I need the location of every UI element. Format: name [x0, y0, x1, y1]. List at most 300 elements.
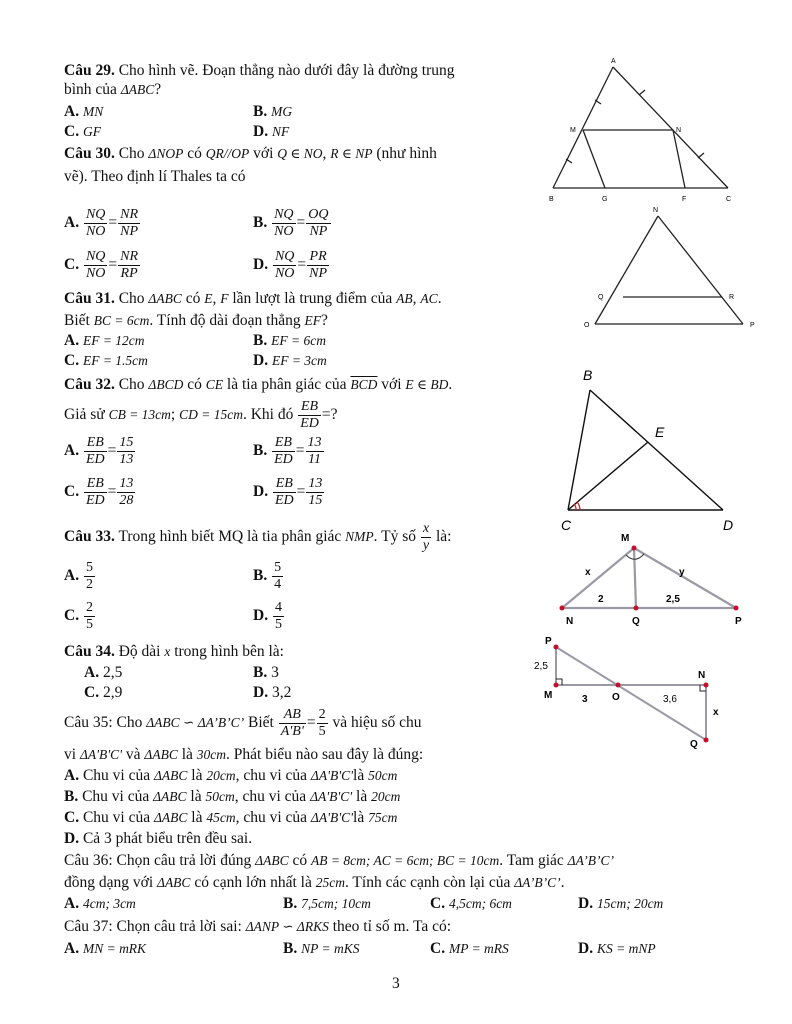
fraction [273, 476, 296, 509]
denominator: NP [120, 224, 139, 239]
q35-option-a[interactable] [64, 767, 397, 785]
option-key: C. [64, 352, 80, 369]
q33-option-c[interactable] [64, 600, 96, 633]
numerator: NR [120, 207, 139, 222]
q32-triangle: ΔBCD [148, 377, 184, 392]
q35-similarity: ΔABC ∽ ΔA’B’C’ [146, 715, 245, 730]
fraction [84, 600, 95, 633]
q34-text: trong hình bên là: [174, 643, 284, 660]
option-key: C. [64, 809, 80, 826]
equals-sign: = [296, 214, 306, 232]
option-text: Cả 3 phát biểu trên đều sai. [82, 830, 253, 847]
q29-option-d[interactable] [253, 123, 289, 141]
option-value: 2,9 [102, 684, 123, 701]
q36-line2 [64, 874, 565, 892]
point-m-label: M [570, 127, 576, 134]
fraction [421, 521, 431, 554]
q36-line1 [64, 852, 614, 870]
q31-text: Cho [118, 290, 145, 307]
q33-line1 [64, 520, 452, 554]
option-key: B. [283, 940, 298, 957]
q31-text: , [412, 290, 417, 307]
q36-text: đồng dạng với [64, 874, 154, 891]
vertex-p-label: P [750, 322, 755, 329]
q31-segment: AB [396, 291, 413, 306]
q35-line2 [64, 746, 423, 764]
q31-text: lần lượt là trung điểm của [232, 290, 393, 307]
numerator: EB [273, 476, 296, 493]
equals-sign: = [108, 256, 118, 274]
option-text: , chu vi của [235, 809, 308, 826]
numerator: EB [272, 435, 295, 452]
vertex-b-label: B [583, 367, 593, 383]
q36-option-b[interactable] [283, 895, 371, 913]
q36-sides: AB = 8cm; AC = 6cm; BC = 10cm [310, 853, 500, 868]
denominator: ED [85, 452, 105, 467]
option-key: A. [64, 767, 80, 784]
q37-option-a[interactable] [64, 940, 146, 958]
option-key: A. [84, 664, 100, 681]
denominator: 28 [119, 493, 134, 508]
fraction [272, 560, 283, 593]
denominator: 11 [308, 452, 321, 467]
equals-sign: = [296, 483, 306, 501]
fraction [279, 707, 306, 740]
q31-text: . [437, 290, 442, 307]
option-value: EF = 6cm [271, 333, 326, 348]
option-value: 50cm [368, 768, 398, 783]
option-value: 75cm [368, 810, 398, 825]
q29-text1: Cho hình vẽ. Đoạn thẳng nào dưới đây là đường trung [118, 62, 455, 79]
q32-text: Cho [118, 376, 145, 393]
numerator: OQ [308, 207, 329, 222]
denominator: 5 [318, 723, 326, 739]
option-value: NF [271, 124, 290, 139]
option-value: 2,5 [102, 664, 123, 681]
fraction [272, 207, 295, 240]
q37-option-d[interactable] [578, 940, 656, 958]
fraction [118, 207, 140, 240]
option-key: B. [253, 103, 268, 120]
q34-option-c[interactable] [84, 684, 122, 702]
q31-text: ? [320, 312, 328, 329]
option-key: A. [64, 332, 80, 349]
q35-value: 30cm [196, 747, 227, 762]
q36-text: Chọn câu trả lời đúng [116, 852, 252, 869]
option-value: 20cm [206, 768, 236, 783]
option-value: MN [82, 104, 104, 119]
option-value: MN = mRK [82, 941, 147, 956]
q33-text: là: [436, 528, 452, 545]
option-key: C. [84, 684, 100, 701]
q33-option-b[interactable] [253, 560, 284, 593]
option-triangle: ΔABC [153, 810, 188, 825]
q31-point: E [204, 291, 213, 306]
q35-triangle: ΔABC [144, 747, 178, 762]
q36-text: . Tam giác [499, 852, 564, 869]
q33-text: Trong hình biết MQ là tia phân giác [118, 528, 342, 545]
denominator: 5 [85, 617, 93, 632]
numerator: EB [84, 435, 107, 452]
numerator: EB [298, 399, 321, 416]
q30-condition: Q ∈ NO [277, 146, 323, 161]
side-x-label: x [585, 567, 591, 578]
option-key: D. [578, 940, 594, 957]
numerator: NQ [85, 249, 106, 264]
q37-option-b[interactable] [283, 940, 359, 958]
q30-triangle: ΔNOP [148, 146, 184, 161]
q35-triangle: ΔA'B'C' [79, 747, 123, 762]
fraction [317, 707, 328, 740]
q31-line1 [64, 290, 442, 308]
option-key: A. [64, 442, 80, 460]
option-triangle: ΔA'B'C' [310, 768, 354, 783]
q29-option-b[interactable] [253, 103, 292, 121]
fraction [306, 207, 330, 240]
option-key: D. [253, 483, 269, 501]
q33-option-d[interactable] [253, 600, 285, 633]
fraction [298, 399, 321, 432]
q32-option-a[interactable] [64, 435, 136, 468]
q31-triangle: ΔABC [148, 291, 182, 306]
option-value: 45cm [206, 810, 236, 825]
q29-option-c[interactable] [64, 123, 101, 141]
option-key: B. [253, 332, 268, 349]
q37-label: Câu 37: [64, 918, 113, 935]
q36-triangle: ΔABC [255, 853, 289, 868]
option-key: C. [430, 940, 446, 957]
vertex-m-label: M [621, 533, 630, 544]
option-key: B. [253, 567, 268, 585]
option-key: C. [64, 483, 80, 501]
denominator: NO [85, 266, 106, 281]
denominator: NP [309, 224, 328, 239]
q31-option-d[interactable] [253, 352, 327, 370]
equals-sign: = [297, 256, 307, 274]
numerator: NQ [274, 249, 295, 264]
q33-angle: NMP [345, 529, 374, 544]
fraction [273, 249, 296, 282]
q35-option-b[interactable] [64, 788, 400, 806]
denominator: ED [274, 452, 293, 467]
numerator: 2 [318, 706, 326, 722]
option-key: A. [64, 895, 80, 912]
denominator: 5 [274, 617, 282, 632]
denominator: A'B' [280, 723, 304, 739]
q31-text: Biết [64, 312, 90, 329]
option-value: KS = mNP [596, 941, 656, 956]
segment-pm-label: 2,5 [534, 661, 548, 672]
option-key: D. [578, 895, 594, 912]
fraction [272, 435, 295, 468]
option-value: 4cm; 3cm [82, 896, 136, 911]
numerator: AB [279, 707, 306, 724]
q31-point: F [220, 291, 229, 306]
q33-label: Câu 33. [64, 528, 115, 545]
vertex-b-label: B [549, 196, 554, 203]
q31-segment: EF [304, 313, 321, 328]
fraction [84, 476, 107, 509]
side-y-label: y [679, 567, 685, 578]
segment-on-label: 3,6 [663, 694, 677, 705]
q29-label: Câu 29. [64, 62, 115, 79]
q32-condition: E ∈ BD [405, 377, 449, 392]
denominator: ED [300, 415, 319, 431]
option-text: là [353, 767, 365, 784]
q36-text: . [560, 874, 565, 891]
numerator: NQ [85, 207, 106, 222]
point-q-label: Q [632, 616, 640, 627]
vertex-d-label: D [723, 517, 734, 533]
q29-line2 [64, 81, 161, 99]
option-key: B. [253, 214, 268, 232]
q32-text: với [381, 376, 402, 393]
q36-text: . Tính các cạnh còn lại của [344, 874, 511, 891]
fraction [306, 476, 324, 509]
q31-option-a[interactable] [64, 332, 145, 350]
fraction [117, 435, 135, 468]
q31-text: , [212, 290, 217, 307]
q31-given: BC = 6cm [93, 313, 150, 328]
segment-qp-label: 2,5 [666, 594, 680, 605]
denominator: NP [309, 266, 328, 281]
point-o-label: O [612, 692, 620, 703]
numerator: EB [84, 476, 107, 493]
angle-arc-icon [577, 502, 580, 510]
q29-line1 [64, 62, 455, 80]
q33-figure [552, 528, 752, 628]
q34-label: Câu 34. [64, 643, 115, 660]
q31-option-c[interactable] [64, 352, 148, 370]
vertex-a-label: A [611, 58, 616, 65]
option-key: C. [64, 123, 80, 140]
q37-text: theo tỉ số m. Ta có: [332, 918, 452, 935]
q33-text: . Tỷ số [373, 528, 417, 545]
equals-sign: = [306, 714, 316, 731]
q34-variable: x [164, 644, 171, 659]
q37-option-c[interactable] [430, 940, 509, 958]
numerator: 5 [85, 560, 93, 575]
numerator: x [422, 520, 430, 536]
option-value: MG [271, 104, 293, 119]
q32-option-d[interactable] [253, 476, 325, 509]
segment-nq-label: 2 [598, 594, 604, 605]
option-key: D. [253, 256, 269, 274]
q35-option-c[interactable] [64, 809, 397, 827]
denominator: NO [274, 266, 295, 281]
q31-segment: AC [420, 291, 438, 306]
q32-text: là tia phân giác của [226, 376, 347, 393]
q29-text2: bình của [64, 81, 117, 98]
q35-text: vi [64, 746, 77, 763]
q36-triangle: ΔA’B’C’ [514, 875, 561, 890]
denominator: RP [120, 266, 138, 281]
q30-text: với [253, 145, 274, 162]
option-text: là [356, 788, 368, 805]
q30-parallel: QR//OP [205, 146, 250, 161]
vertex-q-label: Q [690, 739, 698, 750]
q36-value: 25cm [315, 875, 345, 890]
option-triangle: ΔABC [153, 789, 187, 804]
q30-option-d[interactable] [253, 249, 330, 282]
q34-option-a[interactable] [84, 664, 122, 682]
q35-option-d[interactable] [64, 830, 252, 848]
q36-text: có cạnh lớn nhất là [194, 874, 312, 891]
q32-line1 [64, 376, 452, 394]
q34-option-d[interactable] [253, 684, 291, 702]
page-number: 3 [392, 975, 400, 992]
option-text: , chu vi của [234, 788, 307, 805]
q32-text: có [187, 376, 202, 393]
q30-text: , [322, 145, 327, 162]
q33-option-a[interactable] [64, 560, 96, 593]
q36-option-d[interactable] [578, 895, 663, 913]
point-q-label: Q [598, 294, 604, 301]
option-text: Chu vi của [82, 788, 150, 805]
point-e-label: E [655, 424, 665, 440]
denominator: NO [274, 224, 294, 239]
option-key: B. [253, 442, 268, 460]
option-value: 4,5cm; 6cm [448, 896, 512, 911]
segment-mo-label: 3 [582, 694, 588, 705]
q32-angle: $\overline{BCD}$ [350, 377, 378, 392]
option-value: GF [82, 124, 101, 139]
q32-option-c[interactable] [64, 476, 136, 509]
q32-text: . Khi đó [242, 406, 294, 423]
q30-figure [578, 203, 763, 333]
option-key: D. [253, 684, 269, 701]
vertex-m-label: M [544, 690, 553, 701]
q29-option-a[interactable] [64, 103, 103, 121]
option-triangle: ΔA'B'C' [310, 810, 354, 825]
q36-option-a[interactable] [64, 895, 136, 913]
option-key: A. [64, 940, 80, 957]
numerator: 13 [307, 435, 322, 450]
numerator: NR [120, 249, 139, 264]
option-text: Chu vi của [82, 767, 151, 784]
q35-text: và [125, 746, 141, 763]
option-value: 3 [271, 664, 279, 681]
point-g-label: G [602, 196, 608, 203]
q32-text: Giả sử [64, 406, 105, 423]
fraction [84, 207, 107, 240]
q32-label: Câu 32. [64, 376, 115, 393]
denominator: 2 [85, 577, 93, 592]
fraction [307, 249, 329, 282]
option-key: C. [64, 607, 80, 625]
option-value: 7,5cm; 10cm [301, 896, 371, 911]
option-key: D. [253, 607, 269, 625]
q32-ray: CE [205, 377, 224, 392]
q35-text: . Phát biểu nào sau đây là đúng: [226, 746, 424, 763]
equals-sign: = [107, 442, 117, 460]
option-value: EF = 3cm [271, 353, 327, 368]
denominator: ED [85, 493, 105, 508]
option-text: là [191, 809, 203, 826]
fraction [118, 249, 140, 282]
option-key: B. [253, 664, 268, 681]
q30-option-a[interactable] [64, 207, 141, 240]
q30-text: Cho [118, 145, 145, 162]
denominator: 13 [119, 452, 134, 467]
vertex-p-label: P [545, 636, 552, 647]
q31-option-b[interactable] [253, 332, 326, 350]
vertex-c-label: C [726, 196, 732, 203]
option-text: Chu vi của [82, 809, 151, 826]
q34-text: Độ dài [118, 643, 161, 660]
q32-line2 [64, 398, 338, 432]
fraction [273, 600, 284, 633]
option-key: A. [64, 103, 80, 120]
denominator: NO [85, 224, 106, 239]
q35-text: và hiệu số chu [332, 714, 422, 731]
vertex-c-label: C [561, 517, 572, 533]
q31-text: . Tính độ dài đoạn thẳng [149, 312, 301, 329]
numerator: 4 [274, 600, 282, 615]
option-text: , chu vi của [235, 767, 308, 784]
q31-text: có [185, 290, 201, 307]
equals-sign: = [107, 483, 117, 501]
q30-line1 [64, 145, 437, 163]
numerator: PR [307, 249, 329, 266]
q36-triangle: ΔA’B’C’ [567, 853, 615, 868]
numerator: 15 [119, 435, 134, 450]
fraction [306, 435, 324, 468]
q29-triangle: ΔABC [120, 82, 155, 97]
numerator: 13 [119, 476, 134, 491]
q29-figure [545, 55, 745, 207]
vertex-p-label: P [735, 616, 742, 627]
option-text: là [191, 767, 203, 784]
q34-option-b[interactable] [253, 664, 279, 682]
q34-line1 [64, 643, 284, 661]
q32-figure [555, 365, 750, 537]
q36-option-c[interactable] [430, 895, 512, 913]
option-triangle: ΔABC [153, 768, 188, 783]
q30-option-b[interactable] [253, 207, 332, 240]
q30-option-c[interactable] [64, 249, 141, 282]
option-value: EF = 12cm [82, 333, 145, 348]
q32-given: CD = 15cm [179, 407, 243, 422]
q32-text: =? [321, 406, 338, 423]
numerator: 5 [274, 560, 282, 575]
option-value: 20cm [371, 789, 401, 804]
q35-text: Biết [248, 714, 274, 731]
q32-option-b[interactable] [253, 435, 325, 468]
fraction [84, 435, 107, 468]
q31-line2 [64, 312, 328, 330]
option-key: C. [430, 895, 446, 912]
q30-text: có [187, 145, 202, 162]
option-key: B. [283, 895, 298, 912]
denominator: 15 [308, 493, 323, 508]
option-value: 3,2 [271, 684, 292, 701]
numerator: 13 [308, 476, 323, 491]
denominator: y [422, 537, 430, 553]
q34-figure [530, 632, 730, 752]
q32-text: . [448, 376, 453, 393]
option-value: 50cm [205, 789, 235, 804]
side-x-label: x [713, 707, 719, 718]
q30-line2: vẽ). Theo định lí Thales ta có [64, 168, 246, 185]
q32-text: ; [170, 406, 176, 423]
point-n-label: N [676, 127, 682, 134]
q36-label: Câu 36: [64, 852, 113, 869]
option-key: D. [253, 123, 269, 140]
option-value: EF = 1.5cm [82, 353, 148, 368]
option-triangle: ΔA'B'C' [310, 789, 353, 804]
q35-text: là [181, 746, 193, 763]
